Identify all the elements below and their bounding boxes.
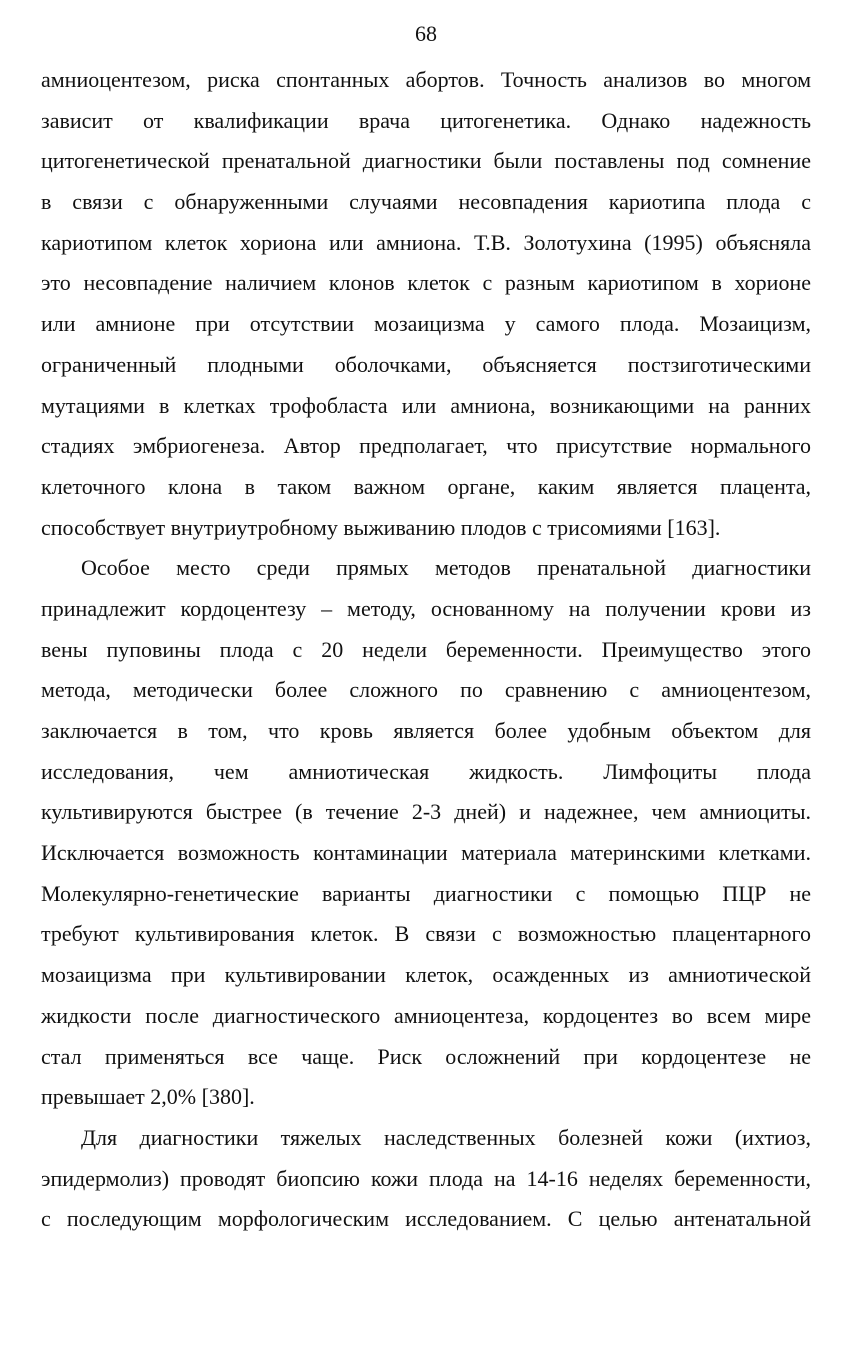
text-line: Молекулярно-генетические варианты диагностики с помощью ПЦР не xyxy=(41,880,811,906)
text-line: вены пуповины плода с 20 недели беременности. Преимущество этого xyxy=(41,636,811,662)
text-line: клеточного клона в таком важном органе, каким является плацента, xyxy=(41,473,811,499)
page-number: 68 xyxy=(415,21,437,46)
text-line: принадлежит кордоцентезу – методу, основанному на получении крови из xyxy=(41,595,811,621)
text-line: Исключается возможность контаминации материала материнскими клетками. xyxy=(41,840,811,866)
text-line: мозаицизма при культивировании клеток, осажденных из амниотической xyxy=(41,962,811,988)
text-line: в связи с обнаруженными случаями несовпадения кариотипа плода с xyxy=(41,189,811,215)
text-line: кариотипом клеток хориона или амниона. Т.В. Золотухина (1995) объясняла xyxy=(41,229,811,255)
text-line: способствует внутриутробному выживанию плодов с трисомиями [163]. xyxy=(41,514,721,540)
text-line: эпидермолиз) проводят биопсию кожи плода на 14-16 неделях беременности, xyxy=(41,1165,811,1191)
document-body xyxy=(41,60,811,1240)
text-line: стал применяться все чаще. Риск осложнений при кордоцентезе не xyxy=(41,1043,811,1069)
text-line: заключается в том, что кровь является более удобным объектом для xyxy=(41,718,811,743)
text-line: стадиях эмбриогенеза. Автор предполагает, что присутствие нормального xyxy=(41,433,811,459)
text-line: это несовпадение наличием клонов клеток с разным кариотипом в хорионе xyxy=(41,270,811,296)
text-line: Для диагностики тяжелых наследственных болезней кожи (ихтиоз, xyxy=(81,1124,811,1150)
text-line: метода, методически более сложного по сравнению с амниоцентезом, xyxy=(41,677,811,703)
text-line: требуют культивирования клеток. В связи с возможностью плацентарного xyxy=(41,921,811,947)
text-line: амниоцентезом, риска спонтанных абортов. Точность анализов во многом xyxy=(41,67,811,92)
text-line: исследования, чем амниотическая жидкость. Лимфоциты плода xyxy=(41,758,811,784)
text-line: мутациями в клетках трофобласта или амниона, возникающими на ранних xyxy=(41,392,811,418)
text-line: ограниченный плодными оболочками, объясняется постзиготическими xyxy=(41,351,811,377)
text-line: или амнионе при отсутствии мозаицизма у самого плода. Мозаицизм, xyxy=(41,311,811,337)
text-line: Особое место среди прямых методов пренатальной диагностики xyxy=(81,555,811,581)
text-line: цитогенетической пренатальной диагностики были поставлены под сомнение xyxy=(41,148,811,174)
text-line: жидкости после диагностического амниоцентеза, кордоцентез во всем мире xyxy=(41,1002,811,1028)
text-line: зависит от квалификации врача цитогенетика. Однако надежность xyxy=(41,107,811,133)
text-line: превышает 2,0% [380]. xyxy=(41,1084,255,1110)
text-line: культивируются быстрее (в течение 2-3 дней) и надежнее, чем амниоциты. xyxy=(41,799,811,825)
text-line: с последующим морфологическим исследованием. С целью антенатальной xyxy=(41,1206,811,1232)
